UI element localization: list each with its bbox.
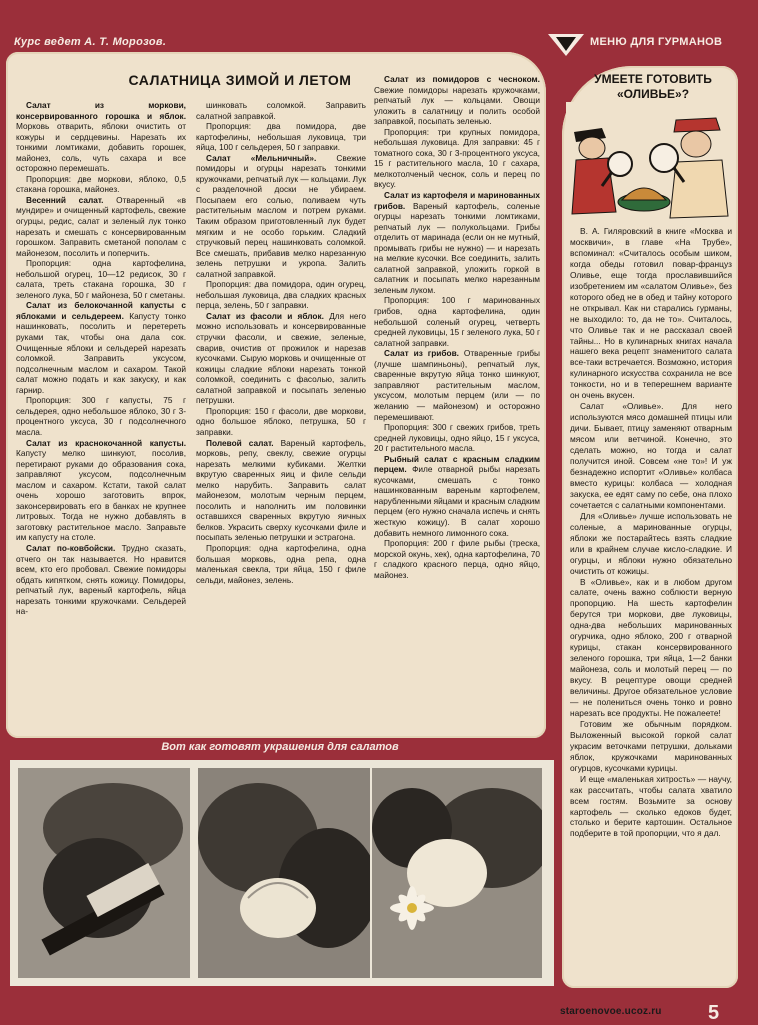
carving-photo-2 (198, 768, 370, 978)
course-author: Курс ведет А. Т. Морозов. (14, 36, 167, 48)
recipe-paragraph (16, 543, 186, 617)
recipe-text: Пропорция: два помидора, один огурец, небольшая луковица, два сладких красных перца, зелень, 50 г заправки. (196, 279, 366, 311)
recipe-text: Пропорция: 300 г капусты, 75 г сельдерея, одно небольшое яблоко, 30 г 3-процентного уксуса, 30 г подсолнечного масла. (16, 395, 186, 437)
recipe-paragraph (374, 454, 540, 538)
sidebar-title-line-1: УМЕЕТЕ ГОТОВИТЬ (594, 72, 712, 86)
olivier-paragraph: Салат «Оливье». Для него используются мясо домашней птицы или дичи. Бывает, птицу заменяют отварным мясом или ветчиной. Конечно, это сделать можно, но тогда и салат получится иной. Совсем «не то»! И уж безнадежно испортит «Оливье» колбаса вместо курицы: колбаса — холодная закуска, ее едят саму по себе, она плохо сочетается с салатными компонентами. (570, 401, 732, 510)
recipe-text: Капусту мелко шинкуют, посолив, перетирают руками до образования сока, заправляют уксусом, подсолнечным маслом и сахаром. Кстати, такой салат очень хорошо заготовить впрок, законсервировать его в банках не крупнее литровых. Тогда не нужно добавлять в заготовку растительное масло. Заправьте им капусту на столе. (16, 448, 186, 543)
recipe-paragraph (16, 174, 186, 195)
recipe-text: Отваренный «в мундире» и очищенный картофель, свежие огурцы, редис, салат и зеленый лук тонко нарезать и смешать с консервированным горошком. Заправить сметаной пополам с майонезом, посолить и поперчить. (16, 194, 186, 258)
page-number: 5 (708, 1002, 720, 1024)
recipe-text: Пропорция: 100 г маринованных грибов, одна картофелина, один небольшой соленый огурец, четверть средней луковицы, 15 г зеленого лука, 50 г салатной заправки. (374, 295, 540, 348)
recipe-paragraph (374, 538, 540, 580)
recipe-heading: Весенний салат. (26, 194, 104, 205)
recipe-text: Пропорция: 300 г свежих грибов, треть средней луковицы, одно яйцо, 15 г уксуса, 20 г растительного масла. (374, 422, 540, 454)
recipe-paragraph (196, 311, 366, 406)
article-column-3 (374, 74, 540, 730)
carving-photo-1 (18, 768, 190, 978)
carving-photo-3 (372, 768, 542, 978)
sidebar-title-line-2: «ОЛИВЬЕ»? (616, 87, 690, 101)
recipe-text: Морковь отварить, яблоки очистить от кожуры и сердцевины. Нарезать их тонкими ломтиками, добавить горошек, майонез, соль, чуть сахара и все осторожно перемешать. (16, 121, 186, 174)
recipe-text: Отваренные грибы (лучше шампиньоны), репчатый лук, сваренные вкрутую яйца тонко шинкуют, заправляют растительным маслом, уксусом, молотым перцем (или — по желанию — майонезом) и осторожно перемешивают. (374, 348, 540, 422)
article-title: САЛАТНИЦА ЗИМОЙ И ЛЕТОМ (128, 72, 352, 88)
olivier-paragraph: Для «Оливье» лучше использовать не соленые, а маринованные огурцы, яблоки же постарайтесь взять сладкие или в крайнем случае кисло-сладкие. И огурцы, и яблоки нужно обязательно очистить от кожицы. (570, 510, 732, 576)
olivier-paragraph: Готовим же обычным порядком. Выложенный высокой горкой салат украсим веточками петрушки, дольками яблок, кружочками маринованных огурцов, кусочками курицы. (570, 718, 732, 773)
menu-logo-icon (548, 34, 584, 56)
recipe-paragraph (16, 100, 186, 174)
recipe-paragraph (196, 279, 366, 311)
recipe-heading: Салат из помидоров с чесноком. (384, 74, 540, 84)
recipe-text: Вареный картофель, морковь, репу, свеклу, свежие огурцы нарезать мелкими кубиками. Желтки вкрутую сваренных яиц и филе сельди мелко нарубить. Заправить салат майонезом, молотым черным перцем, посолить и наполнить им половинки оставшихся сваренных вкрутую яичных белков. Украсить сверху кусочками филе и посыпать зеленью петрушки и эстрагона. (196, 437, 366, 543)
recipe-paragraph (374, 422, 540, 454)
recipe-paragraph (374, 190, 540, 295)
recipe-paragraph (196, 406, 366, 438)
sidebar-title (572, 72, 734, 102)
section-title: МЕНЮ ДЛЯ ГУРМАНОВ (590, 36, 723, 48)
recipe-text: Трудно сказать, отчего он так называется. Но нравится всем, кто его пробовал. Свежие помидоры обдать кипятком, снять кожицу. Помидоры, репчатый лук, вареный картофель, яйца нарезать тонкими кружочками. Сельдерей на- (16, 542, 186, 617)
recipe-text: Капусту тонко нашинковать, посолить и перетереть руками так, чтобы она дала сок. Очищенные яблоки и сельдерей нарезать соломкой. Заправить уксусом, подсолнечным маслом и сахаром. Такой салат можно подать и как закуску, и как гарнир. (16, 310, 186, 395)
recipe-paragraph (196, 438, 366, 543)
olivier-paragraph: В «Оливье», как и в любом другом салате, очень важно соблюсти верную пропорцию. На шесть картофелин берутся три моркови, две луковицы, одна-два небольших маринованных огурчика, одно яблоко, 200 г отварной курицы, стакан консервированного зеленого горошка, три яйца, 1—2 банки майонеза, соль и молотый перец — по вкусу. В рецептуре овощи средней величины. Другое обязательное условие — не полениться очень тонко и ровно нарезать все продукты. Не пожалеете! (570, 576, 732, 718)
recipe-text: Пропорция: одна картофелина, небольшой огурец, 10—12 редисок, 30 г салата, треть стакана горошка, 30 г зеленого лука, 50 г майонеза, 50 г сметаны. (16, 258, 186, 300)
recipe-text: Свежие помидоры и огурцы нарезать тонкими кружочками, репчатый лук — кольцами. Лук с разделочной доски не убираем. Посыпаем его солью, поливаем чуть растительным маслом и потрем руками. Таким образом приготовленный лук будет мягким и не особо горьким. Сладкий стручковый перец нашинковать соломкой. Все смешать, прибавив мелко нарезанную зелень петрушки и укропа. Залить салатной заправкой. (196, 152, 366, 279)
recipe-paragraph (16, 300, 186, 395)
recipe-paragraph (374, 295, 540, 348)
recipe-text: Пропорция: 200 г филе рыбы (треска, морской окунь, хек), одна картофелина, 70 г сладкого красного перца, одно яйцо, майонез. (374, 538, 540, 580)
recipe-paragraph (196, 153, 366, 280)
recipe-text: Свежие помидоры нарезать кружочками, репчатый лук — кольцами. Овощи уложить в салатницу и полить особой заправкой, посыпать зеленью. (374, 84, 540, 127)
recipe-heading: Полевой салат. (206, 437, 274, 448)
recipe-heading: Салат из фасоли и яблок. (206, 310, 324, 321)
article-column-1 (16, 100, 186, 730)
recipe-heading: Салат из моркови, консервированного горошка и яблок. (16, 100, 186, 121)
recipe-text: Пропорция: два помидора, две картофелины, небольшая луковица, три яйца, 100 г сельдерея, 50 г заправки. (196, 121, 366, 153)
recipe-heading: Рыбный салат с красным сладким перцем. (374, 453, 540, 475)
recipe-text: Пропорция: две моркови, яблоко, 0,5 стакана горошка, майонез. (16, 173, 186, 195)
recipe-paragraph (196, 543, 366, 585)
recipe-paragraph (196, 100, 366, 121)
recipe-heading: Салат по-ковбойски. (26, 542, 116, 553)
recipe-text: Пропорция: одна картофелина, одна большая морковь, одна репа, одна маленькая свекла, три яйца, 150 г филе сельди, майонез, зелень. (196, 542, 366, 585)
recipe-text: шинковать соломкой. Заправить салатной заправкой. (196, 100, 366, 121)
olivier-paragraph: И еще «маленькая хитрость» — научу, как рассчитать, чтобы салата хватило всем гостям. Возьмите за основу картофель — сколько едоков будет, столько и берите картошин. Остальное подберите в той пропорции, что я дал. (570, 773, 732, 839)
recipe-heading: Салат из белокочанной капусты с яблоками и сельдереем. (16, 300, 186, 321)
recipe-paragraph (16, 438, 186, 543)
recipe-paragraph (374, 127, 540, 190)
recipe-text: Для него можно использовать и консервированные стручки фасоли, и свежие, зеленые, сварив, очистив от прожилок и нарезав кусочками. Сырую морковь и очищенные от кожицы сладкие яблоки нарезать тонкой соломкой, соединить с фасолью, залить салатной заправкой и посыпать зеленью петрушки. (196, 310, 366, 406)
recipe-text: Пропорция: три крупных помидора, небольшая луковица. Для заправки: 45 г томатного сока, 30 г 3-процентного уксуса, 15 г растительного масла, 10 г сахара, мелкотолченый чеснок, соль и перец по вкусу. (374, 126, 540, 190)
recipe-paragraph (16, 195, 186, 258)
recipe-heading: Салат из краснокочанной капусты. (26, 437, 186, 448)
recipe-heading: Салат «Мельничный». (206, 152, 317, 163)
photos-caption: Вот как готовят украшения для салатов (161, 741, 399, 753)
article-column-2 (196, 100, 366, 730)
recipe-paragraph (374, 348, 540, 422)
recipe-paragraph (16, 395, 186, 437)
recipe-text: Филе отварной рыбы нарезать кусочками, смешать с тонко нашинкованным вареным картофелем, нарубленными яйцами и красным сладким перцем (его нужно сначала испечь и снять жесткую кожицу). В салат хорошо добавить немного лимонного сока. (374, 464, 540, 538)
detectives-cartoon-illustration (566, 102, 734, 224)
olivier-article-text (570, 226, 732, 982)
recipe-text: Пропорция: 150 г фасоли, две моркови, одно большое яблоко, петрушка, 50 г заправки. (196, 405, 366, 437)
recipe-paragraph (196, 121, 366, 153)
recipe-heading: Салат из картофеля и маринованных грибов. (374, 190, 540, 211)
source-site: staroenovoe.ucoz.ru (560, 1006, 662, 1017)
recipe-paragraph (374, 74, 540, 127)
olivier-paragraph: В. А. Гиляровский в книге «Москва и москвичи», в главе «На Трубе», вспоминал: «Считалось особым шиком, когда обеды готовил повар-француз Оливье, еще тогда прославившийся изобретением им «салатом Оливье», без которого обед не в обед и тайну которого не открывал. Как ни старались гурманы, не выходило: то, да не то». Считалось, что Оливье так и не рассказал своей тайны... Но в кулинарных книгах начала нашего века рецепт знаменитого салата все-таки встречается. Возможно, история кулинарного искусства сохранила не все тонкости, но и в теперешнем варианте он очень вкусен. (570, 226, 732, 401)
recipe-text: Вареный картофель, соленые огурцы нарезать тонкими ломтиками, репчатый лук — полукольцами. Грибы отделить от маринада (если он не мутный, промывать грибы не нужно) — и нарезать на мелкие кусочки. Все соединить, залить салатной заправкой, уложить горкой в салатник и посыпать мелко нарезанным зеленым луком. (374, 200, 540, 295)
recipe-heading: Салат из грибов. (384, 348, 459, 359)
recipe-paragraph (16, 258, 186, 300)
